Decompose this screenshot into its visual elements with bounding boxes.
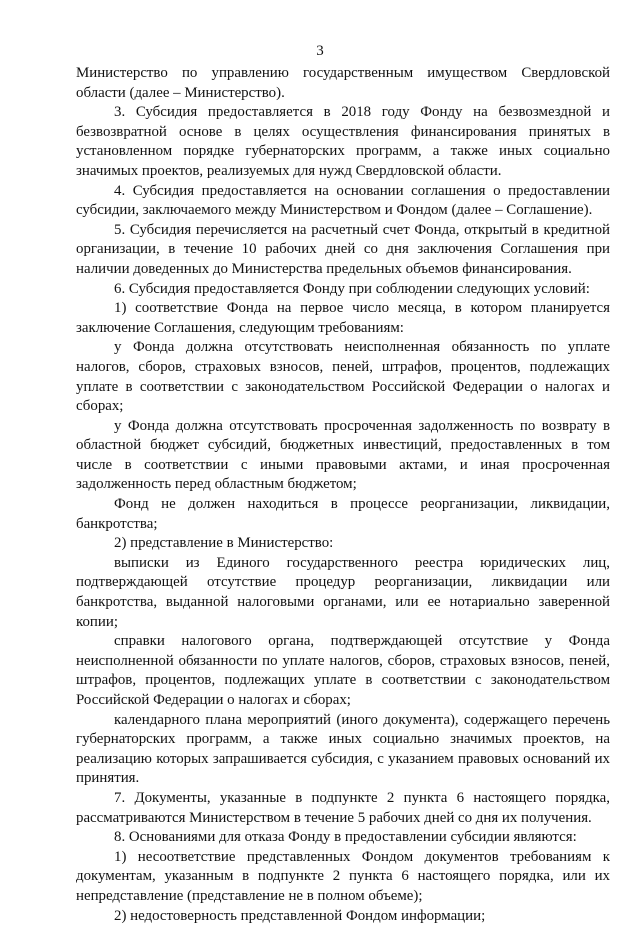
paragraph-4-agreement: 4. Субсидия предоставляется на основании соглашения о предоставлении субсидии, заключаемого между Министерством и Фондом (далее – Соглашение). bbox=[76, 182, 610, 219]
paragraph-no-liquidation: Фонд не должен находиться в процессе реорганизации, ликвидации, банкротства; bbox=[76, 496, 610, 532]
paragraph-ministry-continuation: Министерство по управлению государственным имуществом Свердловской области (далее – Министерство). bbox=[76, 65, 610, 101]
paragraph-calendar-plan: календарного плана мероприятий (иного документа), содержащего перечень губернаторских программ, а также иных социально значимых проектов, на реализацию которых запрашивается субсидия, с указанием правовых оснований их принятия. bbox=[76, 711, 610, 787]
paragraph-8-1-noncompliance: 1) несоответствие представленных Фондом документов требованиям к документам, указанным в подпункте 2 пункта 6 настоящего порядка, или их непредставление (представление не в полном объеме); bbox=[76, 848, 610, 904]
paragraph-6-2-submission: 2) представление в Министерство: bbox=[114, 535, 334, 552]
paragraph-tax-certificate: справки налогового органа, подтверждающей отсутствие у Фонда неисполненной обязанности по уплате налогов, сборов, страховых взносов, пеней, штрафов, процентов, подлежащих уплате в соответствии с законодательством Российской Федерации о налогах и сборах; bbox=[76, 633, 610, 708]
paragraph-7-review: 7. Документы, указанные в подпункте 2 пункта 6 настоящего порядка, рассматриваются Министерством в течение 5 рабочих дней со дня их получения. bbox=[76, 789, 610, 826]
paragraph-8-refusal-grounds: 8. Основаниями для отказа Фонду в предоставлении субсидии являются: bbox=[114, 829, 577, 846]
paragraph-3-subsidy-purpose: 3. Субсидия предоставляется в 2018 году Фонду на безвозмездной и безвозвратной основе в целях осуществления финансирования принятых в установленном порядке губернаторских программ, а также иных социально значимых проектов, реализуемых для нужд Свердловской области. bbox=[76, 104, 610, 179]
paragraph-no-overdue-debt: у Фонда должна отсутствовать просроченная задолженность по возврату в областной бюджет субсидий, бюджетных инвестиций, предоставленных в том числе в соответствии с иными правовыми актами, и иная просроченная задолженность перед областным бюджетом; bbox=[76, 417, 610, 493]
paragraph-5-transfer: 5. Субсидия перечисляется на расчетный счет Фонда, открытый в кредитной организации, в течение 10 рабочих дней со дня заключения Соглашения при наличии доведенных до Министерства предельных объемов финансирования. bbox=[76, 221, 610, 277]
paragraph-no-tax-debt: у Фонда должна отсутствовать неисполненная обязанность по уплате налогов, сборов, страховых взносов, пеней, штрафов, процентов, подлежащих уплате в соответствии с законодательством Российской Федерации о налогах и сборах; bbox=[76, 339, 610, 415]
paragraph-8-2-unreliable-info: 2) недостоверность представленной Фондом информации; bbox=[114, 907, 486, 924]
paragraph-registry-extract: выписки из Единого государственного реестра юридических лиц, подтверждающей отсутствие процедур реорганизации, ликвидации или банкротства, выданной налоговыми органами, или ее нотариально заверенной копии; bbox=[76, 554, 610, 630]
page-number: 3 bbox=[316, 43, 324, 59]
paragraph-6-conditions: 6. Субсидия предоставляется Фонду при соблюдении следующих условий: bbox=[114, 280, 590, 297]
document-body bbox=[76, 64, 610, 926]
paragraph-6-1-compliance: 1) соответствие Фонда на первое число месяца, в котором планируется заключение Соглашения, следующим требованиям: bbox=[76, 300, 610, 336]
